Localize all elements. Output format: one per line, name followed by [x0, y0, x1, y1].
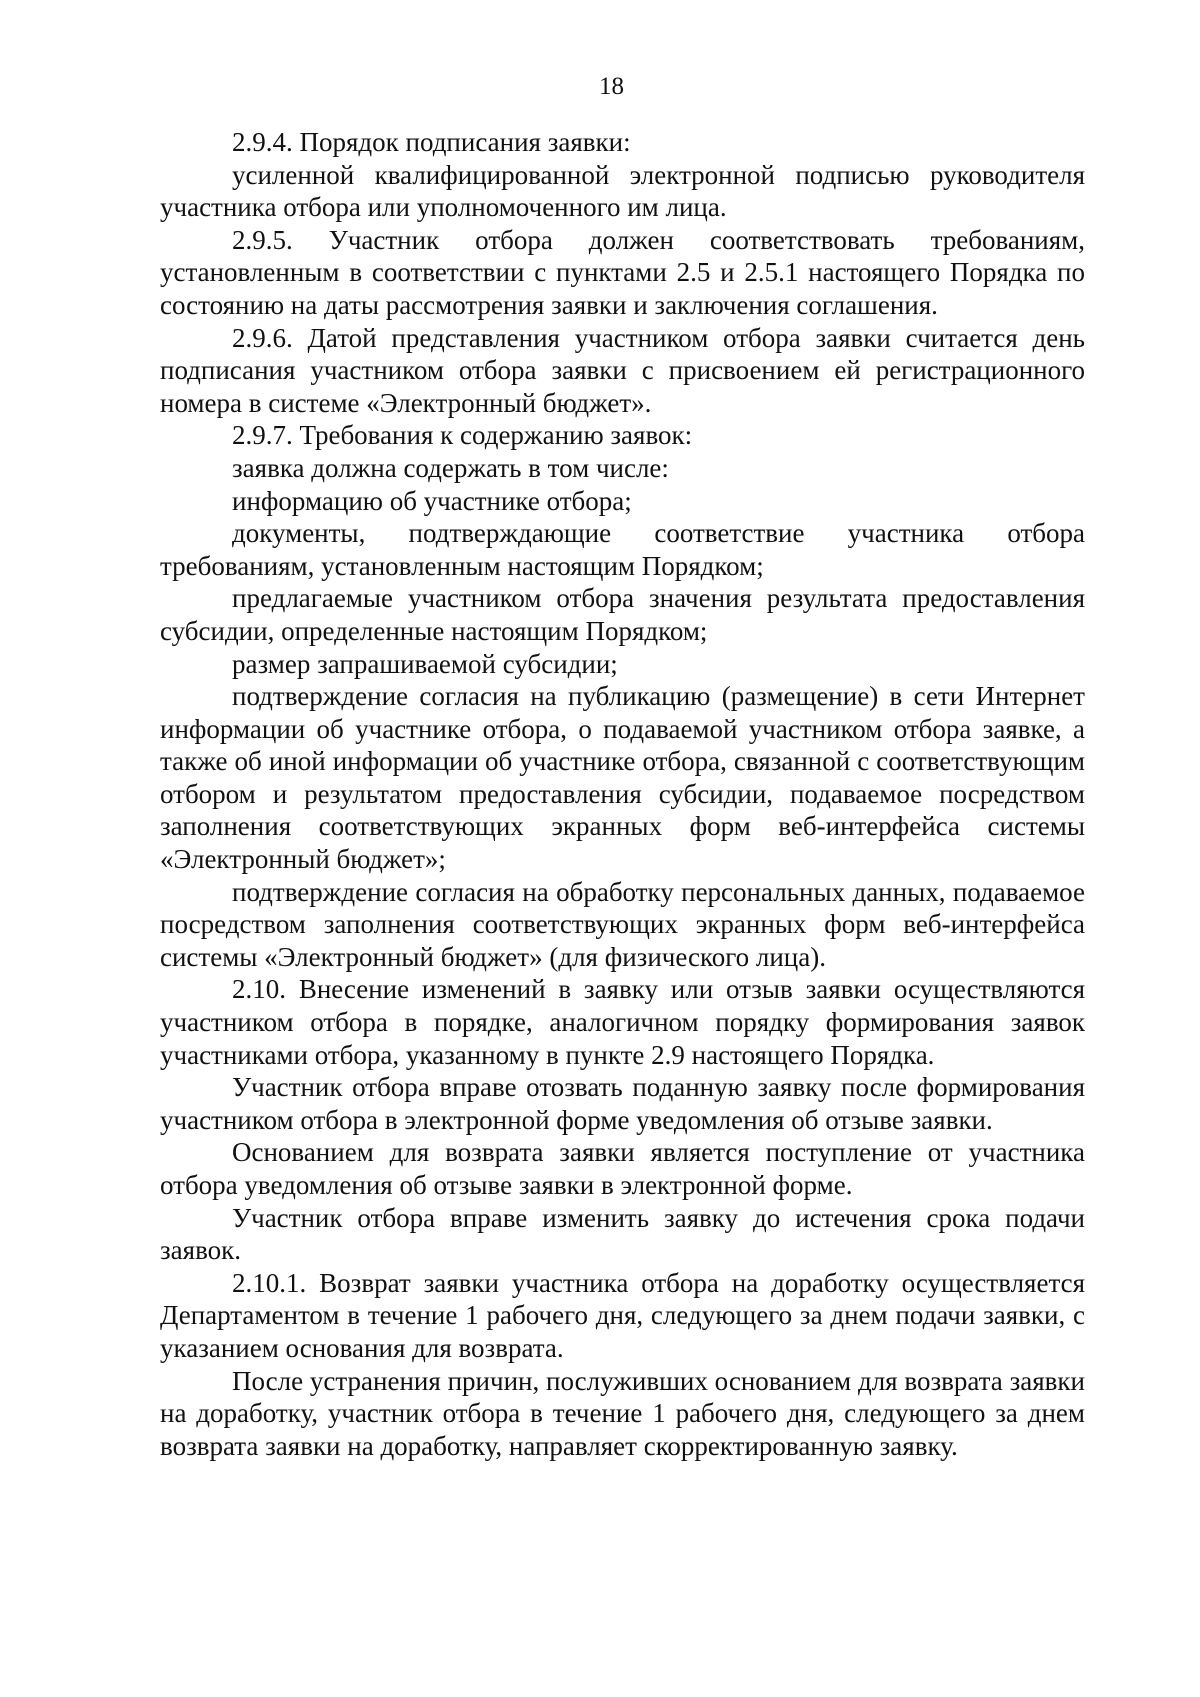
paragraph-change-application: Участник отбора вправе изменить заявку до истечения срока подачи заявок.: [160, 1202, 1085, 1266]
document-body: [160, 126, 1085, 1462]
paragraph-signature-method: усиленной квалифицированной электронной подписью руководителя участника отбора или уполномоченного им лица.: [160, 159, 1085, 223]
paragraph-2-9-5: 2.9.5. Участник отбора должен соответствовать требованиям, установленным в соответствии с пунктами 2.5 и 2.5.1 настоящего Порядка по состоянию на даты рассмотрения заявки и заключения соглашения.: [160, 224, 1085, 320]
paragraph-withdrawal: Участник отбора вправе отозвать поданную заявку после формирования участником отбора в электронной форме уведомления об отзыве заявки.: [160, 1072, 1085, 1135]
list-item-publication-consent: подтверждение согласия на публикацию (размещение) в сети Интернет информации об участнике отбора, о подаваемой участником отбора заявке, а также об иной информации об участнике отбора, связанной с соответствующим отбором и результатом предоставления субсидии, подаваемое посредством заполнения соответствующих экранных форм веб-интерфейса системы «Электронный бюджет»;: [160, 681, 1085, 875]
paragraph-application-contents: заявка должна содержать в том числе:: [232, 452, 669, 483]
list-item-subsidy-amount: размер запрашиваемой субсидии;: [232, 648, 618, 679]
paragraph-2-9-4: 2.9.4. Порядок подписания заявки:: [232, 127, 631, 157]
page-number: 18: [599, 73, 624, 100]
paragraph-2-10-1: 2.10.1. Возврат заявки участника отбора на доработку осуществляется Департаментом в течение 1 рабочего дня, следующего за днем подачи заявки, с указанием основания для возврата.: [160, 1267, 1085, 1363]
paragraph-2-9-7: 2.9.7. Требования к содержанию заявок:: [232, 420, 693, 451]
list-item-documents: документы, подтверждающие соответствие участника отбора требованиям, установленным настоящим Порядком;: [160, 518, 1085, 581]
list-item-personal-data-consent: подтверждение согласия на обработку персональных данных, подаваемое посредством заполнения соответствующих экранных форм веб-интерфейса системы «Электронный бюджет» (для физического лица).: [160, 876, 1085, 972]
paragraph-2-10: 2.10. Внесение изменений в заявку или отзыв заявки осуществляются участником отбора в порядке, аналогичном порядку формирования заявок участниками отбора, указанному в пункте 2.9 настоящего Порядка.: [160, 974, 1085, 1070]
paragraph-2-9-6: 2.9.6. Датой представления участником отбора заявки считается день подписания участником отбора заявки с присвоением ей регистрационного номера в системе «Электронный бюджет».: [160, 322, 1085, 418]
list-item-result-values: предлагаемые участником отбора значения результата предоставления субсидии, определенные настоящим Порядком;: [160, 583, 1085, 646]
paragraph-corrected-application: После устранения причин, послуживших основанием для возврата заявки на доработку, участник отбора в течение 1 рабочего дня, следующего за днем возврата заявки на доработку, направляет скорректированную заявку.: [160, 1365, 1085, 1461]
paragraph-return-basis: Основанием для возврата заявки является поступление от участника отбора уведомления об отзыве заявки в электронной форме.: [160, 1137, 1085, 1200]
list-item-participant-info: информацию об участнике отбора;: [232, 485, 632, 516]
